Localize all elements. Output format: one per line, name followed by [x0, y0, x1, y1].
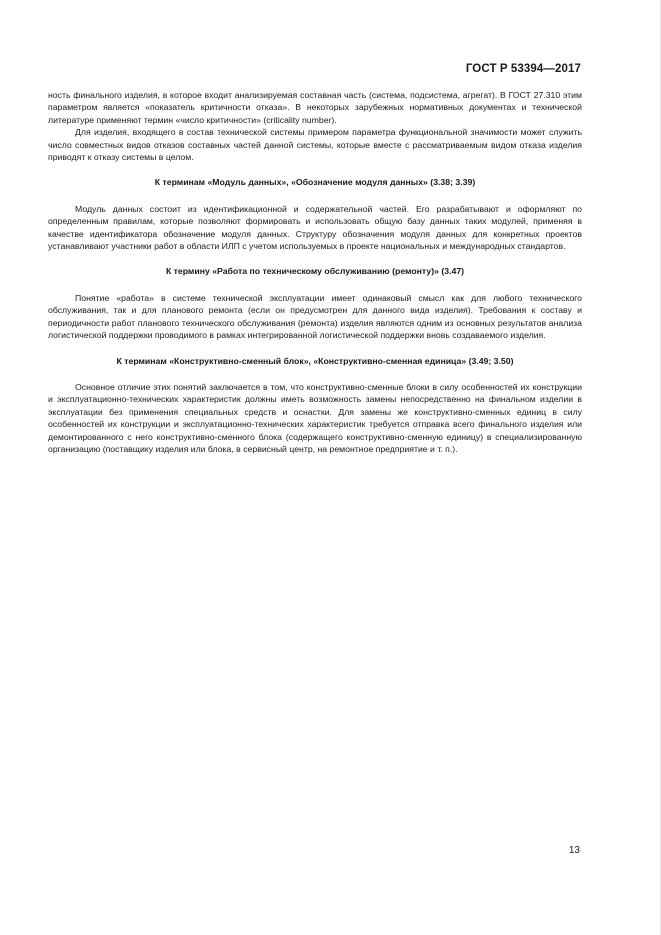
document-body	[48, 89, 582, 455]
section-heading: К термину «Работа по техническому обслуживанию (ремонту)» (3.47)	[165, 266, 465, 277]
paragraph-continuation: ность финального изделия, в которое входит анализируемая составная часть (система, подсистема, агрегат). В ГОСТ 27.310 этим параметром является «показатель критичности отказа». В некоторых зарубежных нормативных документах и технической литературе применяют термин «число критичности» (criticality number).	[48, 90, 582, 125]
section-heading: К терминам «Конструктивно-сменный блок», «Конструктивно-сменная единица» (3.49; 3.50)	[116, 355, 514, 366]
section-heading: К терминам «Модуль данных», «Обозначение модуля данных» (3.38; 3.39)	[154, 177, 476, 188]
paragraph: Понятие «работа» в системе технической эксплуатации имеет одинаковый смысл как для любого технического обслуживания, так и для планового ремонта (если он предусмотрен для данного вида изделия). Требования к составу и периодичности работ планового технического обслуживания (ремонта) изделия являются одним из основных результатов анализа логистической поддержки проводимого в рамках интегрированной логистической поддержки вновь создаваемого изделия.	[48, 292, 582, 341]
page-number: 13	[568, 845, 580, 856]
paragraph: Для изделия, входящего в состав технической системы примером параметра функциональной значимости может служить число совместных видов отказов составных частей данной системы, которые вместе с рассматриваемым видом отказа изделия приводят к отказу системы в целом.	[48, 127, 582, 163]
document-header: ГОСТ Р 53394—2017	[465, 63, 581, 75]
paragraph: Основное отличие этих понятий заключается в том, что конструктивно-сменные блоки в силу особенностей их конструкции и эксплуатационно-технических характеристик должны иметь возможность замены непосредственно на финальном изделии в эксплуатации без применения специальных средств и оснастки. Для замены же конструктивно-сменных единиц в силу особенностей их конструкции и эксплуатационно-технических характеристик требуется отправка всего финального изделия или демонтированного с него конструктивно-сменного блока (содержащего конструктивно-сменную единицу) в специализированную организацию (поставщику изделия или блока, в сервисный центр, на ремонтное предприятие и т. п.).	[48, 381, 582, 454]
paragraph: Модуль данных состоит из идентификационной и содержательной частей. Его разрабатывают и оформляют по определенным правилам, которые позволяют формировать и использовать общую базу данных таких модулей, применяя в качестве идентификатора обозначение модуля данных. Структуру обозначения модуля данных для конкретных проектов устанавливают участники работ в области ИЛП с учетом используемых в проекте национальных и международных стандартов.	[48, 203, 582, 252]
